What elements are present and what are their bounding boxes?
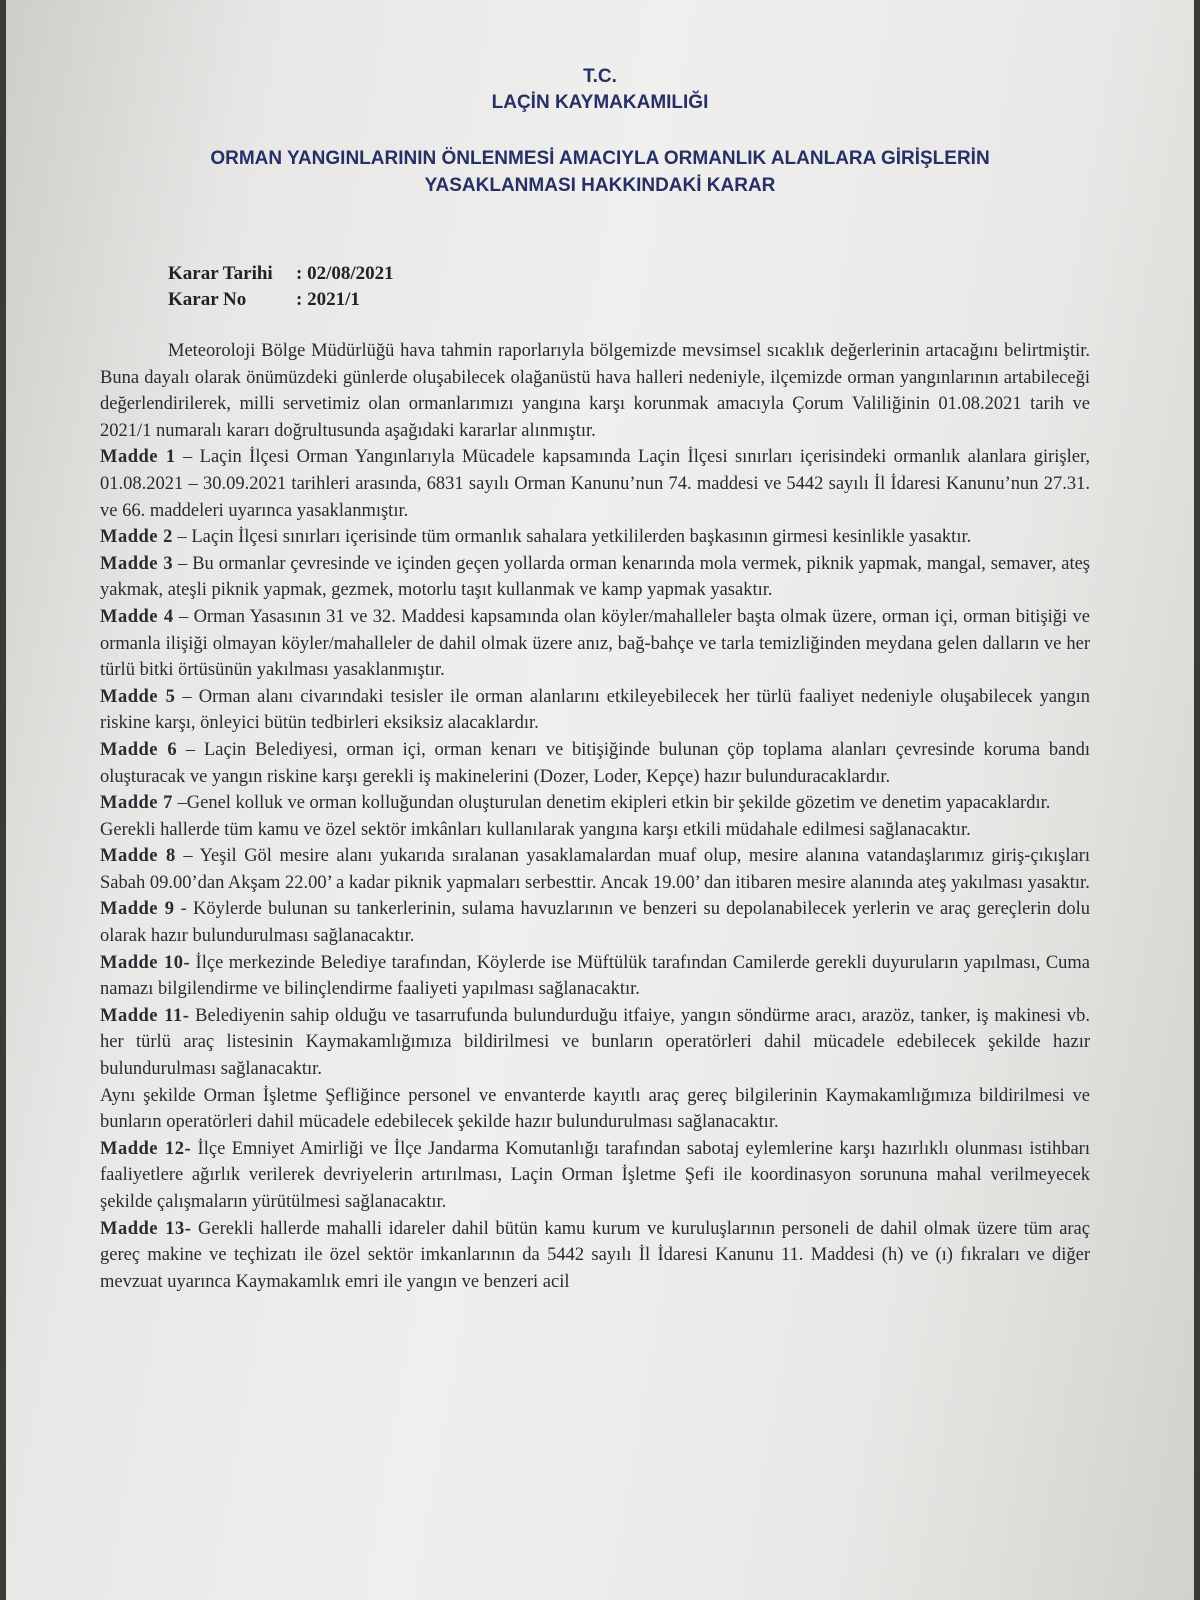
article-text: Gerekli hallerde tüm kamu ve özel sektör imkânları kullanılarak yangına karşı etkili müdahale edilmesi sağlanacaktır. [100, 819, 971, 840]
decision-number [168, 289, 360, 311]
article-label: Madde 6 [100, 739, 178, 760]
article-label: Madde 5 [100, 686, 176, 707]
article-paragraph [100, 790, 1090, 817]
article-text: İlçe merkezinde Belediye tarafından, Köylerde ise Müftülük tarafından Camilerde gerekli duyuruların yapılması, Cuma namazı bilgilendirme ve bilinçlendirme faaliyeti yapılması sağlanacaktır. [100, 952, 1090, 1000]
article-text: – Yeşil Göl mesire alanı yukarıda sıralanan yasaklamalardan muaf olup, mesire alanına vatandaşlarımız giriş-çıkışları Sabah 09.00’dan Akşam 22.00’ a kadar piknik yapmaları serbesttir. Ancak 19.00’ dan itibaren mesire alanında ateş yakılması yasaktır. [100, 846, 1090, 893]
article-label: Madde 2 [100, 527, 173, 548]
article-text: – Laçin İlçesi Orman Yangınlarıyla Mücadele kapsamında Laçin İlçesi sınırları içerisindeki ormanlık alanlara girişler, 01.08.2021 – 30.09.2021 tarihleri arasında, 6831 sayılı Orman Kanunu’nun 74. maddesi ve 5442 sayılı İl İdaresi Kanunu’nun 27.31. ve 66. maddeleri uyarınca yasaklanmıştır. [100, 447, 1090, 521]
article-label: Madde 11- [100, 1005, 190, 1026]
decision-date [168, 263, 394, 285]
article-list [100, 444, 1090, 1295]
article-paragraph [100, 444, 1090, 524]
decision-title-line2: YASAKLANMASI HAKKINDAKİ KARAR [424, 175, 776, 196]
article-text: – Bu ormanlar çevresinde ve içinden geçen yollarda orman kenarında mola vermek, piknik yapmak, mangal, semaver, ateş yakmak, ateşli piknik yapmak, gezmek, motorlu taşıt kullanmak ve kamp yapmak yasaktır. [100, 553, 1090, 601]
article-label: Madde 13- [100, 1218, 192, 1239]
article-paragraph [100, 524, 1090, 551]
decision-date-label: Karar Tarihi [168, 263, 273, 284]
article-text: – Laçin Belediyesi, orman içi, orman kenarı ve bitişiğinde bulunan çöp toplama alanları çevresinde koruma bandı oluşturacak ve yangın riskine karşı gerekli iş makinelerini (Dozer, Loder, Kepçe) hazır bulunduracaklardır. [100, 739, 1091, 787]
article-label: Madde 8 [100, 846, 176, 867]
article-paragraph [100, 1136, 1090, 1216]
decision-date-value: : 02/08/2021 [296, 263, 394, 284]
article-text: - Köylerde bulunan su tankerlerinin, sulama havuzlarının ve benzeri su depolanabilecek yerlerin ve araç gereçlerin dolu olarak hazır bulundurulması sağlanacaktır. [100, 899, 1091, 947]
article-paragraph [100, 817, 1090, 844]
article-paragraph [100, 843, 1090, 896]
authority-heading: LAÇİN KAYMAKAMILIĞI [491, 92, 709, 113]
decision-title-line1: ORMAN YANGINLARININ ÖNLENMESİ AMACIYLA ORMANLIK ALANLARA GİRİŞLERİN [210, 148, 990, 169]
article-text: –Genel kolluk ve orman kolluğundan oluşturulan denetim ekipleri etkin bir şekilde gözetim ve denetim yapacaklardır. [172, 793, 1051, 814]
article-text: Gerekli hallerde mahalli idareler dahil bütün kamu kurum ve kuruluşlarının personeli de dahil olmak üzere tüm araç gereç makine ve teçhizatı ile özel sektör imkanlarının da 5442 sayılı İl İdaresi Kanunu 11. Maddesi (h) ve (ı) fıkraları ve diğer mevzuat uyarınca Kaymakamlık emri ile yangın ve benzeri acil [100, 1218, 1090, 1292]
article-label: Madde 4 [100, 606, 174, 627]
decision-number-value: : 2021/1 [296, 289, 360, 310]
article-paragraph [100, 737, 1090, 790]
tc-heading: T.C. [583, 66, 617, 87]
decision-number-label: Karar No [168, 289, 247, 310]
article-label: Madde 7 [100, 793, 173, 814]
article-paragraph [100, 1083, 1090, 1136]
article-text: – Orman Yasasının 31 ve 32. Maddesi kapsamında olan köyler/mahalleler başta olmak üzere, orman içi, orman bitişiği ve ormanla ilişiği olmayan köyler/mahalleler de dahil olmak üzere anız, bağ-bahçe ve tarla temizliğinden meydana gelen dalların ve her türlü bitki örtüsünün yakılması yasaklanmıştır. [100, 606, 1090, 681]
article-text: İlçe Emniyet Amirliği ve İlçe Jandarma Komutanlığı tarafından sabotaj eylemlerine karşı hazırlıklı olunması istihbarı faaliyetlere ağırlık verilerek devriyelerin artırılması, Laçin Orman İşletme Şefi ile koordinasyon sorununa mahal verilmeyecek şekilde çalışmaların yürütülmesi sağlanacaktır. [100, 1138, 1090, 1212]
article-paragraph [100, 1216, 1090, 1296]
article-paragraph [100, 684, 1090, 737]
article-label: Madde 3 [100, 553, 174, 574]
article-paragraph [100, 604, 1090, 684]
article-label: Madde 1 [100, 447, 176, 468]
intro-paragraph: Meteoroloji Bölge Müdürlüğü hava tahmin raporlarıyla bölgemizde mevsimsel sıcaklık değerlerinin artacağını belirtmiştir. Buna dayalı olarak önümüzdeki günlerde oluşabilecek olağanüstü hava halleri nedeniyle, ilçemizde orman yangınlarının artabileceği değerlendirilerek, milli servetimiz olan ormanlarımızı yangına karşı korunmak amacıyla Çorum Valiliğinin 01.08.2021 tarih ve 2021/1 numaralı kararı doğrultusunda aşağıdaki kararlar alınmıştır. [100, 341, 1090, 441]
article-label: Madde 12- [100, 1138, 192, 1159]
article-text: Aynı şekilde Orman İşletme Şefliğince personel ve envanterde kayıtlı araç gereç bilgilerinin Kaymakamlığımıza bildirilmesi ve bunların operatörleri dahil mücadele edebilecek şekilde hazır bulundurulması sağlanacaktır. [100, 1085, 1090, 1133]
article-label: Madde 9 [100, 899, 175, 920]
article-label: Madde 10- [100, 952, 191, 973]
article-paragraph [100, 950, 1090, 1003]
article-text: – Orman alanı civarındaki tesisler ile orman alanlarını etkileyebilecek her türlü faaliyet nedeniyle oluşabilecek yangın riskine karşı, önleyici bütün tedbirleri eksiksiz alacaklardır. [100, 686, 1090, 734]
decision-body [100, 338, 1090, 1295]
article-paragraph [100, 896, 1090, 949]
article-text: Belediyenin sahip olduğu ve tasarrufunda bulundurduğu itfaiye, yangın söndürme aracı, arazöz, tanker, iş makinesi vb. her türlü araç listesinin Kaymakamlığımıza bildirilmesi ve bunların operatörleri dahil mücadele edebilecek şekilde hazır bulundurulması sağlanacaktır. [100, 1005, 1091, 1080]
article-paragraph [100, 1003, 1090, 1083]
article-paragraph [100, 551, 1090, 604]
document-page [6, 0, 1194, 1600]
article-text: – Laçin İlçesi sınırları içerisinde tüm ormanlık sahalara yetkililerden başkasının girmesi kesinlikle yasaktır. [172, 527, 972, 548]
